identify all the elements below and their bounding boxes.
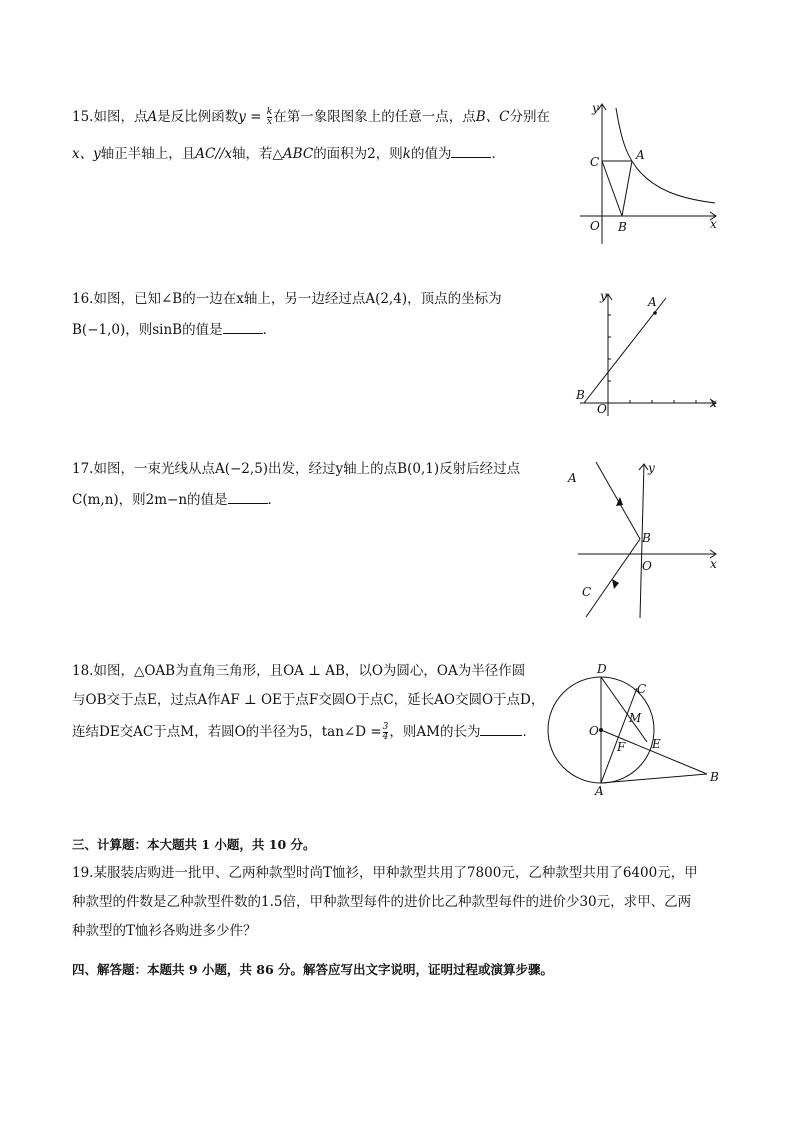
q17-label-O: O bbox=[642, 559, 652, 573]
q18-label-B: B bbox=[710, 770, 719, 784]
q17-label-x: x bbox=[710, 557, 717, 571]
section-3-heading: 三、计算题：本大题共 1 小题，共 10 分。 bbox=[72, 837, 316, 852]
q19-line1: 19.某服装店购进一批甲、乙两种款型时尚T恤衫，甲种款型共用了7800元，乙种款型共用了6400元，甲 bbox=[72, 865, 698, 881]
q17-figure bbox=[560, 452, 730, 632]
q18-label-O: O bbox=[589, 724, 599, 738]
q15-figure bbox=[570, 100, 730, 250]
q19-line2: 种款型的件数是乙种款型件数的1.5倍，甲种款型每件的进价比乙种款型每件的进价少30元，求甲、乙两 bbox=[72, 894, 692, 910]
q18-figure bbox=[545, 660, 725, 800]
q18-line3: 连结DE交AC于点M，若圆O的半径为5，tan∠D = $\frac{3}{4}$ ，则AM的长为 ． bbox=[72, 722, 536, 742]
q15-line1: 15.如图，点A是反比例函数y = $\frac{k}{x}$ 在第一象限图象上的任意一点，点B、C分别在 bbox=[72, 107, 550, 127]
q16-label-x: x bbox=[710, 396, 717, 410]
q16-label-y: y bbox=[600, 289, 607, 303]
q15-line2: x、y轴正半轴上，且AC//x轴，若△ABC的面积为2，则k的值为 ． bbox=[72, 146, 505, 162]
q18-fraction: $\frac{3}{4}$ bbox=[382, 722, 389, 742]
q15-number: 15. bbox=[72, 109, 94, 125]
answer-blank[interactable] bbox=[451, 145, 491, 158]
question-18 bbox=[72, 662, 545, 752]
q16-number: 16. bbox=[72, 291, 94, 307]
q17-label-C: C bbox=[582, 585, 592, 599]
section-4-heading: 四、解答题：本题共 9 小题，共 86 分。解答应写出文字说明，证明过程或演算步骤。 bbox=[72, 962, 554, 977]
q18-label-D: D bbox=[597, 662, 607, 676]
answer-blank[interactable] bbox=[480, 723, 522, 736]
q17-line1: 17.如图，一束光线从点A(−2,5)出发，经过y轴上的点B(0,1)反射后经过点 bbox=[72, 461, 521, 477]
q18-label-C: C bbox=[637, 682, 647, 696]
q15-label-O: O bbox=[590, 219, 600, 233]
question-17 bbox=[72, 460, 542, 510]
question-16 bbox=[72, 290, 542, 340]
q18-label-A: A bbox=[595, 784, 604, 798]
q15-label-B: B bbox=[618, 220, 627, 234]
q17-line2: C(m,n)，则2m−n的值是 ． bbox=[72, 492, 282, 508]
q15-label-C: C bbox=[590, 155, 600, 169]
q18-label-E: E bbox=[652, 737, 661, 751]
q18-label-F: F bbox=[617, 740, 626, 754]
q15-label-A: A bbox=[636, 148, 645, 162]
q15-fraction: $\frac{k}{x}$ bbox=[266, 107, 273, 127]
q19-line3: 种款型的T恤衫各购进多少件？ bbox=[72, 923, 257, 939]
q17-label-B: B bbox=[642, 531, 651, 545]
q15-label-x: x bbox=[710, 217, 717, 231]
q16-line2: B(−1,0)，则sinB的值是 ． bbox=[72, 322, 277, 338]
q18-line1: 18.如图，△OAB为直角三角形，且OA ⊥ AB，以O为圆心，OA为半径作圆 bbox=[72, 663, 526, 679]
q16-label-B: B bbox=[576, 388, 585, 402]
answer-blank[interactable] bbox=[223, 321, 263, 334]
answer-blank[interactable] bbox=[228, 491, 268, 504]
q16-line1: 16.如图，已知∠B的一边在x轴上，另一边经过点A(2,4)，顶点的坐标为 bbox=[72, 291, 502, 307]
question-15 bbox=[72, 108, 562, 168]
question-19 bbox=[72, 864, 722, 944]
q18-line2: 与OB交于点E，过点A作AF ⊥ OE于点F交圆O于点C，延长AO交圆O于点D， bbox=[72, 692, 545, 708]
q17-label-y: y bbox=[648, 461, 655, 475]
q16-label-A: A bbox=[648, 295, 657, 309]
q16-figure bbox=[570, 286, 730, 416]
q18-number: 18. bbox=[72, 663, 94, 679]
q18-label-M: M bbox=[629, 711, 642, 725]
q15-label-y: y bbox=[592, 101, 599, 115]
q17-label-A: A bbox=[568, 471, 577, 485]
q17-number: 17. bbox=[72, 461, 94, 477]
q16-label-O: O bbox=[597, 402, 607, 416]
